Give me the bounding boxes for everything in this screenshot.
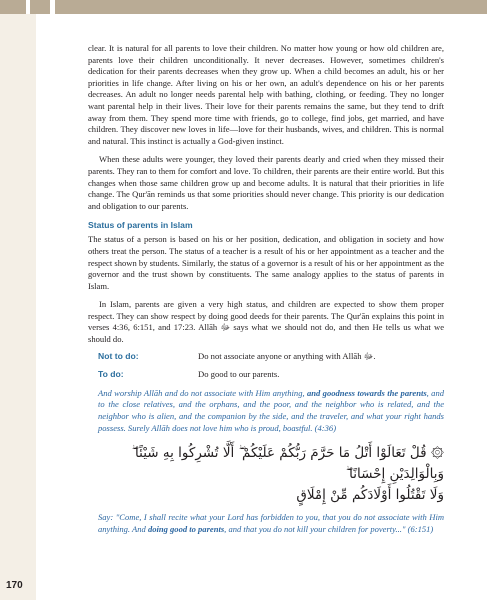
rule-text: Do not associate anyone or anything with Allāh ﷻ. xyxy=(198,350,376,361)
section-heading: Status of parents in Islam xyxy=(88,220,193,231)
rule-label: Not to do: xyxy=(98,350,139,361)
header-decoration xyxy=(0,0,488,14)
paragraph: In Islam, parents are given a very high status, and children are expected to show them proper respect. They can show respect by doing good deeds for their parents. The Qur'ān explains this point in verses 4:36, 6:151, and 17:23. Allāh ﷻ says what we should not do, and then He tells us what we should do. xyxy=(88,299,445,345)
quote-emphasis: and goodness towards the parents xyxy=(307,387,427,398)
arabic-line: ۞ قُلْ تَعَالَوْا أَتْلُ مَا حَرَّمَ رَبُّكُمْ عَلَيْكُمْ ۖ أَلَّا تُشْرِكُوا بِهِ شَيْئًا ۖ وَبِالْوَالِدَيْنِ إِحْسَانًا ۖ xyxy=(131,445,444,483)
arabic-verse xyxy=(94,443,444,506)
paragraph: When these adults were younger, they loved their parents dearly and cried when they missed their parents. They ran to them for comfort and love. To children, their parents are their entire world. But this changes when those same children grow up and become adults. It is natural that their priorities in life change. The Qur'ān reminds us that some priorities should never change. This priority is our dedication and obligation to our parents. xyxy=(88,154,444,211)
header-tab xyxy=(0,0,26,14)
rules-table xyxy=(88,351,444,388)
page-body xyxy=(88,43,444,535)
page-margin-bar xyxy=(0,14,36,600)
quote-text: Say: "Come, I shall recite what your Lord has forbidden to you, that you do not associate with Him anything. And xyxy=(98,512,444,534)
header-tab xyxy=(30,0,50,14)
paragraph: The status of a person is based on his or her position, dedication, and obligation in society and how others treat the person. The status of a teacher is a result of his or her appointment as a teacher and the respect shown by students. Similarly, the status of a governor is a result of his or her appointment as the governor and the trust shown by constituents. The same analogy applies to the status of parents in Islam. xyxy=(88,234,444,291)
rule-row xyxy=(88,369,444,388)
quote-text: And worship Allāh and do not associate with Him anything, xyxy=(98,387,307,398)
quran-translation xyxy=(98,512,444,535)
quran-translation xyxy=(98,388,444,434)
quote-emphasis: doing good to parents xyxy=(147,523,225,534)
rule-text: Do good to our parents. xyxy=(198,369,280,380)
quote-text: , and to the close relatives, and the orphans, and the poor, and the neighbor who is related, and the neighbor who is alien, and the companion by the side, and the traveler, and what your right hands possess. Surely Allāh does not love him who is proud, boastful. (4:36) xyxy=(98,387,445,433)
paragraph: clear. It is natural for all parents to love their children. No matter how young or how old children are, parents love their children unconditionally. It never decreases. However, sometimes children's dedication for their parents decreases when they grow up. When a child becomes an adult, his or her priorities in life change. After living on his or her own, an adult's dependence on his or her parents decreases. An adult no longer needs parental help with bathing, clothing, or feeding. They no longer want parental help in their lives. Their love for their parents remains the same, but they tend to drift away from them. They spend more time with friends, go to college, find jobs, get married, and have children. They discover new loves in life—love for their husbands, wives, and children. This is normal and natural. This instinct is actually a God-given instinct. xyxy=(88,43,444,146)
page-number: 170 xyxy=(6,580,23,591)
arabic-line: وَلَا تَقْتُلُوا أَوْلَادَكُم مِّنْ إِمْلَاقٍ xyxy=(296,487,444,504)
rule-label: To do: xyxy=(98,369,124,380)
rule-row xyxy=(88,351,444,370)
header-tab xyxy=(55,0,487,14)
quote-text: , and that you do not kill your children for poverty..." (6:151) xyxy=(224,523,434,534)
